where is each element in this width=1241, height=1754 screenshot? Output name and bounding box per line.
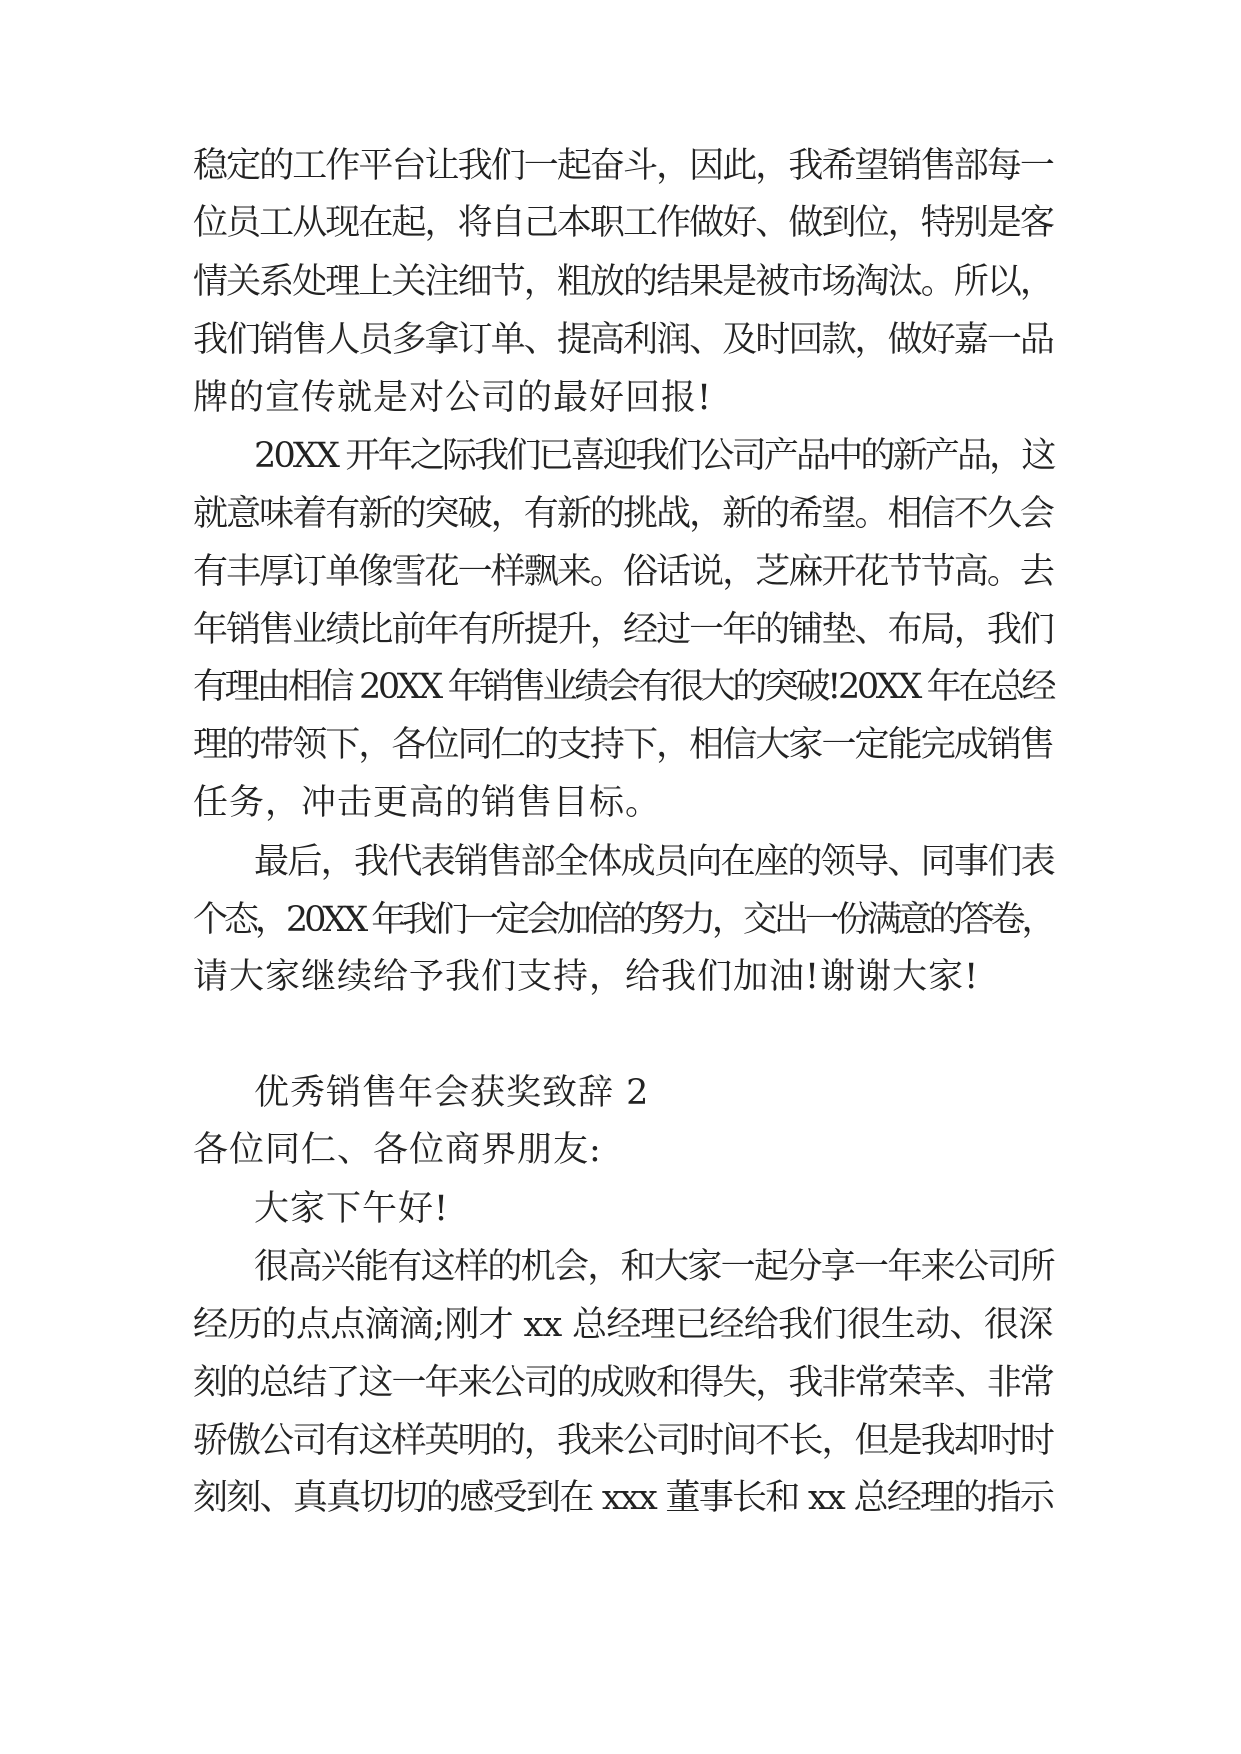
paragraph-line: 经历的点点滴滴;刚才 xx 总经理已经给我们很生动、很深 xyxy=(193,1305,1053,1345)
salutation: 各位同仁、各位商界朋友: xyxy=(193,1130,602,1170)
paragraph-line: 牌的宣传就是对公司的最好回报! xyxy=(193,378,713,418)
paragraph-line: 我们销售人员多拿订单、提高利润、及时回款，做好嘉一品 xyxy=(193,320,1054,360)
paragraph-line: 刻的总结了这一年来公司的成败和得失，我非常荣幸、非常 xyxy=(193,1363,1054,1403)
paragraph-line: 位员工从现在起，将自己本职工作做好、做到位，特别是客 xyxy=(193,203,1054,243)
greeting: 大家下午好! xyxy=(254,1189,450,1229)
paragraph-line: 有理由相信 20XX 年销售业绩会有很大的突破!20XX 年在总经 xyxy=(193,667,1054,707)
paragraph-line: 就意味着有新的突破，有新的挑战，新的希望。相信不久会 xyxy=(193,494,1054,534)
paragraph-line: 理的带领下，各位同仁的支持下，相信大家一定能完成销售 xyxy=(193,725,1054,765)
paragraph-line: 任务，冲击更高的销售目标。 xyxy=(193,783,662,823)
section-title: 优秀销售年会获奖致辞 2 xyxy=(254,1073,650,1113)
paragraph-line: 个态，20XX 年我们一定会加倍的努力，交出一份满意的答卷， xyxy=(193,900,1053,940)
paragraph-line: 骄傲公司有这样英明的，我来公司时间不长，但是我却时时 xyxy=(193,1421,1054,1461)
paragraph-line: 最后，我代表销售部全体成员向在座的领导、同事们表 xyxy=(254,842,1055,882)
paragraph-line: 刻刻、真真切切的感受到在 xxx 董事长和 xx 总经理的指示 xyxy=(193,1478,1054,1518)
paragraph-line: 情关系处理上关注细节，粗放的结果是被市场淘汰。所以， xyxy=(193,262,1054,302)
paragraph-line: 稳定的工作平台让我们一起奋斗，因此，我希望销售部每一 xyxy=(193,146,1054,186)
paragraph-line: 请大家继续给予我们支持，给我们加油!谢谢大家! xyxy=(193,957,980,997)
paragraph-line: 年销售业绩比前年有所提升，经过一年的铺垫、布局，我们 xyxy=(193,610,1054,650)
paragraph-line: 很高兴能有这样的机会，和大家一起分享一年来公司所 xyxy=(254,1247,1055,1287)
paragraph-line: 有丰厚订单像雪花一样飘来。俗话说，芝麻开花节节高。去 xyxy=(193,552,1054,592)
paragraph-line: 20XX 开年之际我们已喜迎我们公司产品中的新产品，这 xyxy=(254,436,1054,476)
